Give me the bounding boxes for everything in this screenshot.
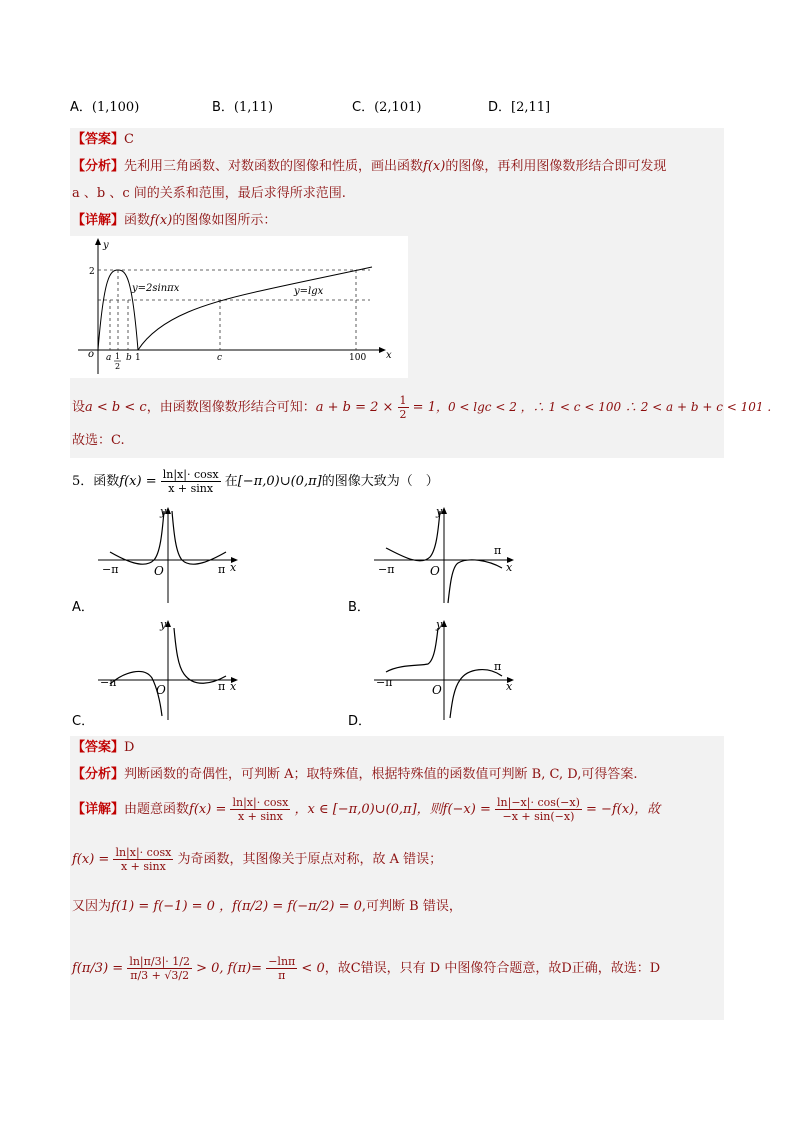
- svg-text:π: π: [494, 544, 502, 557]
- svg-text:π: π: [218, 563, 226, 576]
- svg-text:−π: −π: [100, 676, 117, 689]
- svg-text:x: x: [506, 561, 513, 574]
- svg-text:2: 2: [115, 362, 121, 371]
- svg-text:x: x: [230, 680, 237, 693]
- svg-text:b: b: [126, 353, 132, 363]
- q4-analysis-line2: a 、b 、c 间的关系和范围，最后求得所求范围.: [72, 186, 346, 201]
- q5-graph-d: [370, 618, 520, 722]
- svg-text:a: a: [106, 353, 112, 363]
- option-a: A．(1,100): [70, 100, 140, 115]
- q5-analysis: 【分析】判断函数的奇偶性，可判断 A；取特殊值，根据特殊值的函数值可判断 B, C, D,可得答案.: [72, 767, 638, 782]
- q4-options: [70, 98, 730, 120]
- q4-choose: 故选：C.: [72, 433, 125, 448]
- svg-text:y: y: [160, 618, 167, 631]
- svg-text:x: x: [230, 561, 237, 574]
- svg-text:O: O: [156, 683, 166, 697]
- svg-text:−π: −π: [376, 676, 393, 689]
- svg-text:y: y: [436, 618, 443, 631]
- svg-text:y=lgx: y=lgx: [294, 286, 324, 297]
- q5-option-b: B．: [348, 600, 370, 615]
- q4-analysis: 【分析】先利用三角函数、对数函数的图像和性质，画出函数f(x)的图像，再利用图像数形结合即可发现: [72, 159, 667, 174]
- svg-text:100: 100: [349, 353, 367, 363]
- svg-text:x: x: [506, 680, 513, 693]
- q5-graph-b: [370, 505, 520, 605]
- svg-text:c: c: [217, 353, 223, 363]
- q5-option-c: C．: [72, 714, 95, 729]
- svg-text:1: 1: [115, 352, 121, 361]
- svg-text:y: y: [160, 505, 167, 518]
- svg-text:−π: −π: [378, 563, 395, 576]
- svg-text:−π: −π: [102, 563, 119, 576]
- q5-option-a: A．: [72, 600, 94, 615]
- svg-text:O: O: [154, 564, 164, 578]
- q5-detail: 【详解】由题意函数f(x) = $\frac{\ln|x|\cdot \cos x}{x + \sin x}$ ，x ∈ [−π,0)∪(0,π]，则f(−x) = $\frac{\ln|-x|\cdot \cos(-x)}{-x + \sin(-x)}$ = −f(x)，故: [72, 796, 661, 823]
- q4-function-graph: [70, 236, 408, 378]
- svg-text:y: y: [436, 505, 443, 518]
- svg-text:2: 2: [89, 267, 95, 277]
- svg-text:O: O: [430, 564, 440, 578]
- q5-option-d: D．: [348, 714, 372, 729]
- q5-stem: 5．函数f(x) = $\frac{\ln|x|\cdot \cos x}{x + \sin x}$ 在[−π,0)∪(0,π]的图像大致为（ ）: [72, 468, 439, 495]
- option-d: D．[2,11]: [488, 100, 551, 115]
- svg-text:O: O: [432, 683, 442, 697]
- svg-text:y: y: [103, 240, 109, 251]
- q5-odd: f(x) = $\frac{\ln|x|\cdot \cos x}{x + \sin x}$ 为奇函数，其图像关于原点对称，故 A 错误；: [72, 846, 443, 873]
- svg-text:π: π: [218, 680, 226, 693]
- svg-text:1: 1: [135, 353, 141, 363]
- q5-special-values: 又因为f(1) = f(−1) = 0 ，f(π/2) = f(−π/2) = 0,可判断 B 错误，: [72, 899, 462, 914]
- q4-conclusion: 设a < b < c，由函数图像数形结合可知：a + b = 2 × $\frac{1}{2}$ = 1，0 < lgc < 2 ，∴ 1 < c < 100 ∴ 2 < a + b + c < 101 .: [72, 394, 772, 421]
- q4-detail: 【详解】函数f(x)的图像如图所示：: [72, 213, 277, 228]
- q5-graph-a: [94, 505, 244, 605]
- svg-text:π: π: [494, 660, 502, 673]
- svg-text:o: o: [88, 349, 95, 360]
- q5-graph-c: [94, 618, 244, 722]
- q5-answer: 【答案】D: [72, 740, 135, 755]
- option-b: B．(1,11): [212, 100, 274, 115]
- q4-answer: 【答案】C: [72, 132, 134, 147]
- svg-text:y=2sinπx: y=2sinπx: [132, 283, 180, 294]
- q5-final: f(π/3) = $\frac{\ln|\pi/3|\cdot 1/2}{\pi/3 + √3/2}$ > 0, f(π)= $\frac{-\ln\pi}{\pi}$ < 0，故C错误，只有 D 中图像符合题意，故D正确，故选：D: [72, 955, 661, 982]
- option-c: C．(2,101): [352, 100, 422, 115]
- svg-text:x: x: [386, 350, 392, 361]
